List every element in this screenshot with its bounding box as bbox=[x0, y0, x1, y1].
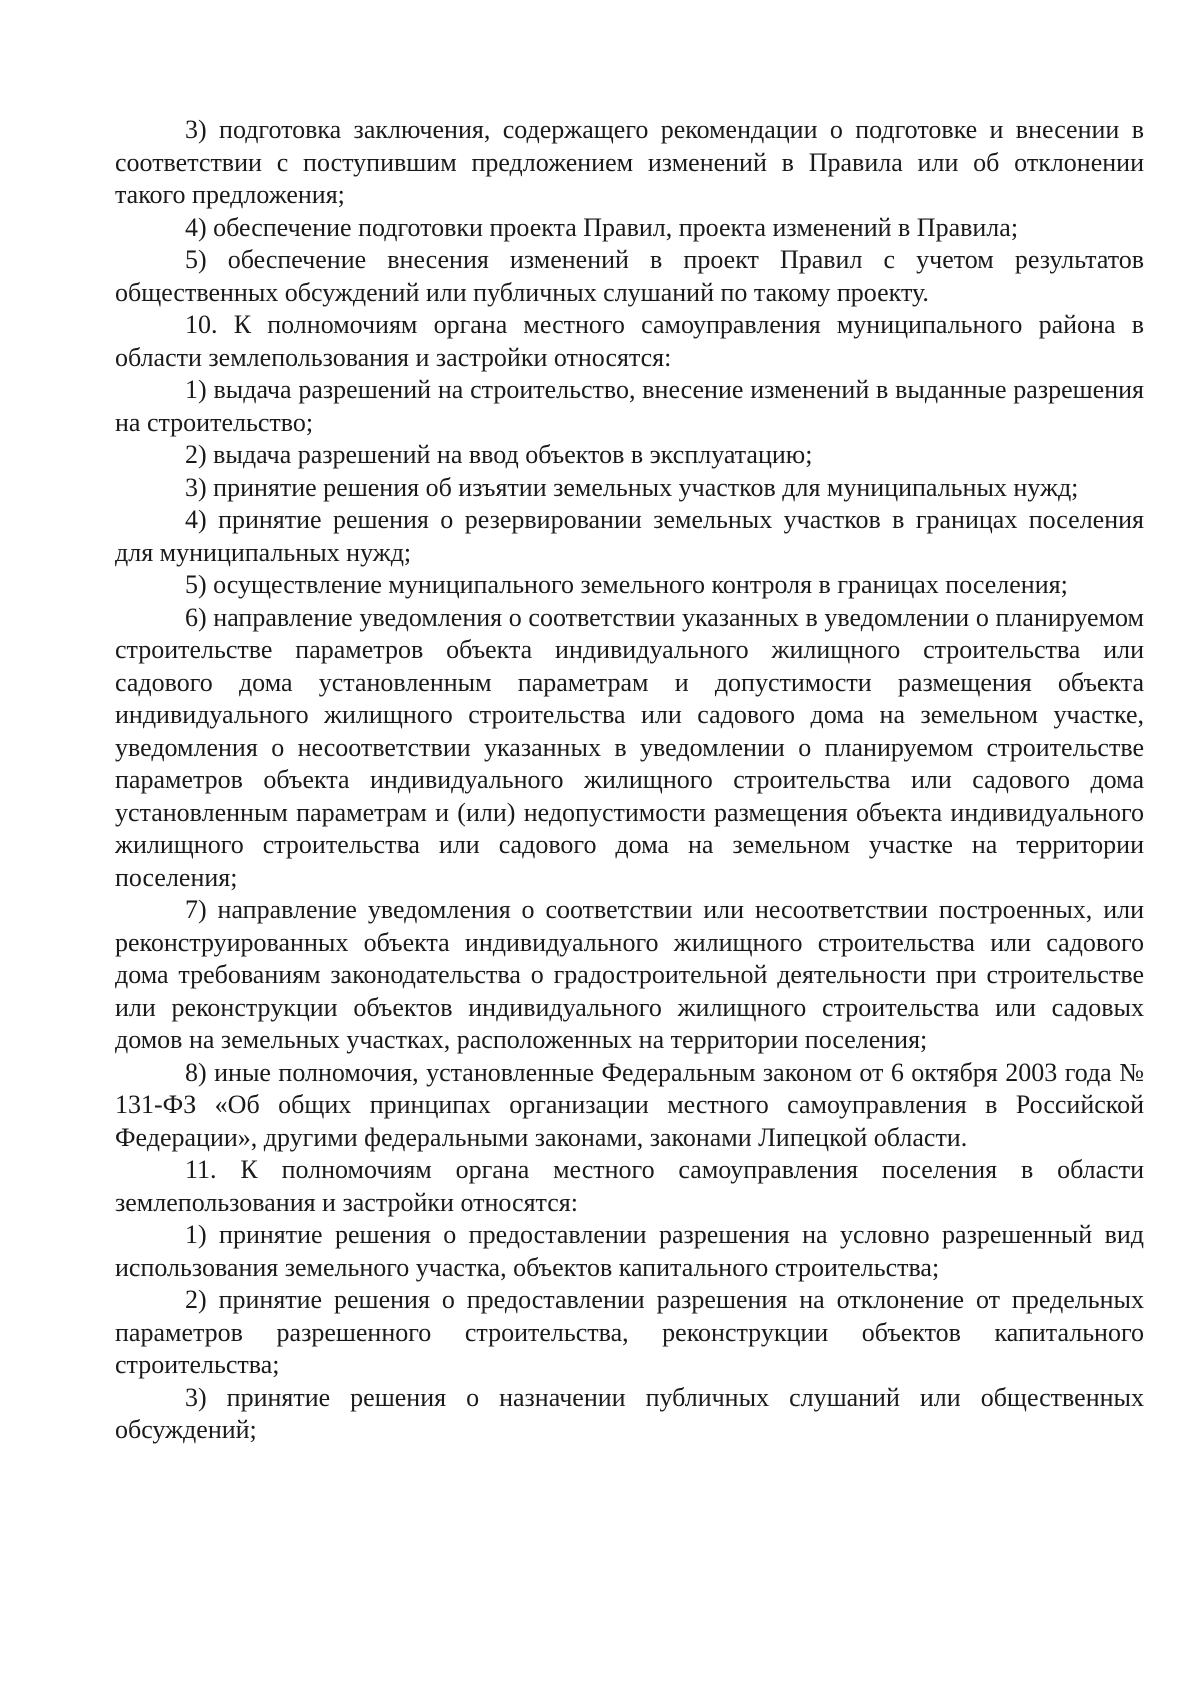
paragraph-10-item-4: 4) принятие решения о резервировании земельных участков в границах поселения для муниципальных нужд; bbox=[115, 505, 1144, 567]
paragraph-item-5-amendments: 5) обеспечение внесения изменений в проект Правил с учетом результатов общественных обсуждений или публичных слушаний по такому проекту. bbox=[115, 245, 1144, 307]
paragraph-item-3-conclusion: 3) подготовка заключения, содержащего рекомендации о подготовке и внесении в соответствии с поступившим предложением изменений в Правила или об отклонении такого предложения; bbox=[115, 115, 1144, 209]
paragraph-item-4-project: 4) обеспечение подготовки проекта Правил, проекта изменений в Правила; bbox=[185, 212, 1019, 242]
paragraph-section-10: 10. К полномочиям органа местного самоуправления муниципального района в области землепользования и застройки относятся: bbox=[115, 310, 1144, 372]
paragraph-10-item-1: 1) выдача разрешений на строительство, внесение изменений в выданные разрешения на строительство; bbox=[115, 375, 1144, 437]
paragraph-10-item-5: 5) осуществление муниципального земельного контроля в границах поселения; bbox=[185, 570, 1068, 599]
document-body bbox=[115, 114, 1144, 1447]
paragraph-10-item-7: 7) направление уведомления о соответствии или несоответствии построенных, или реконструированных объекта индивидуального жилищного строительства или садового дома требованиям законодательства о градостроительной деятельности при строительстве или реконструкции объектов индивидуального жилищного строительства или садовых домов на земельных участках, расположенных на территории поселения; bbox=[115, 895, 1144, 1054]
paragraph-11-item-1: 1) принятие решения о предоставлении разрешения на условно разрешенный вид использования земельного участка, объектов капитального строительства; bbox=[115, 1220, 1144, 1282]
paragraph-11-item-3: 3) принятие решения о назначении публичных слушаний или общественных обсуждений; bbox=[115, 1382, 1144, 1444]
paragraph-10-item-2: 2) выдача разрешений на ввод объектов в эксплуатацию; bbox=[185, 440, 813, 469]
paragraph-11-item-2: 2) принятие решения о предоставлении разрешения на отклонение от предельных параметров разрешенного строительства, реконструкции объектов капитального строительства; bbox=[115, 1285, 1144, 1379]
paragraph-section-11: 11. К полномочиям органа местного самоуправления поселения в области землепользования и застройки относятся: bbox=[115, 1155, 1144, 1217]
paragraph-10-item-3: 3) принятие решения об изъятии земельных участков для муниципальных нужд; bbox=[185, 472, 1079, 502]
paragraph-10-item-8: 8) иные полномочия, установленные Федеральным законом от 6 октября 2003 года № 131-ФЗ «Об общих принципах организации местного самоуправления в Российской Федерации», другими федеральными законами, законами Липецкой области. bbox=[115, 1057, 1144, 1152]
paragraph-10-item-6: 6) направление уведомления о соответствии указанных в уведомлении о планируемом строительстве параметров объекта индивидуального жилищного строительства или садового дома установленным параметрам и допустимости размещения объекта индивидуального жилищного строительства или садового дома на земельном участке, уведомления о несоответствии указанных в уведомлении о планируемом строительстве параметров объекта индивидуального жилищного строительства или садового дома установленным параметрам и (или) недопустимости размещения объекта индивидуального жилищного строительства или садового дома на земельном участке на территории поселения; bbox=[115, 602, 1144, 892]
